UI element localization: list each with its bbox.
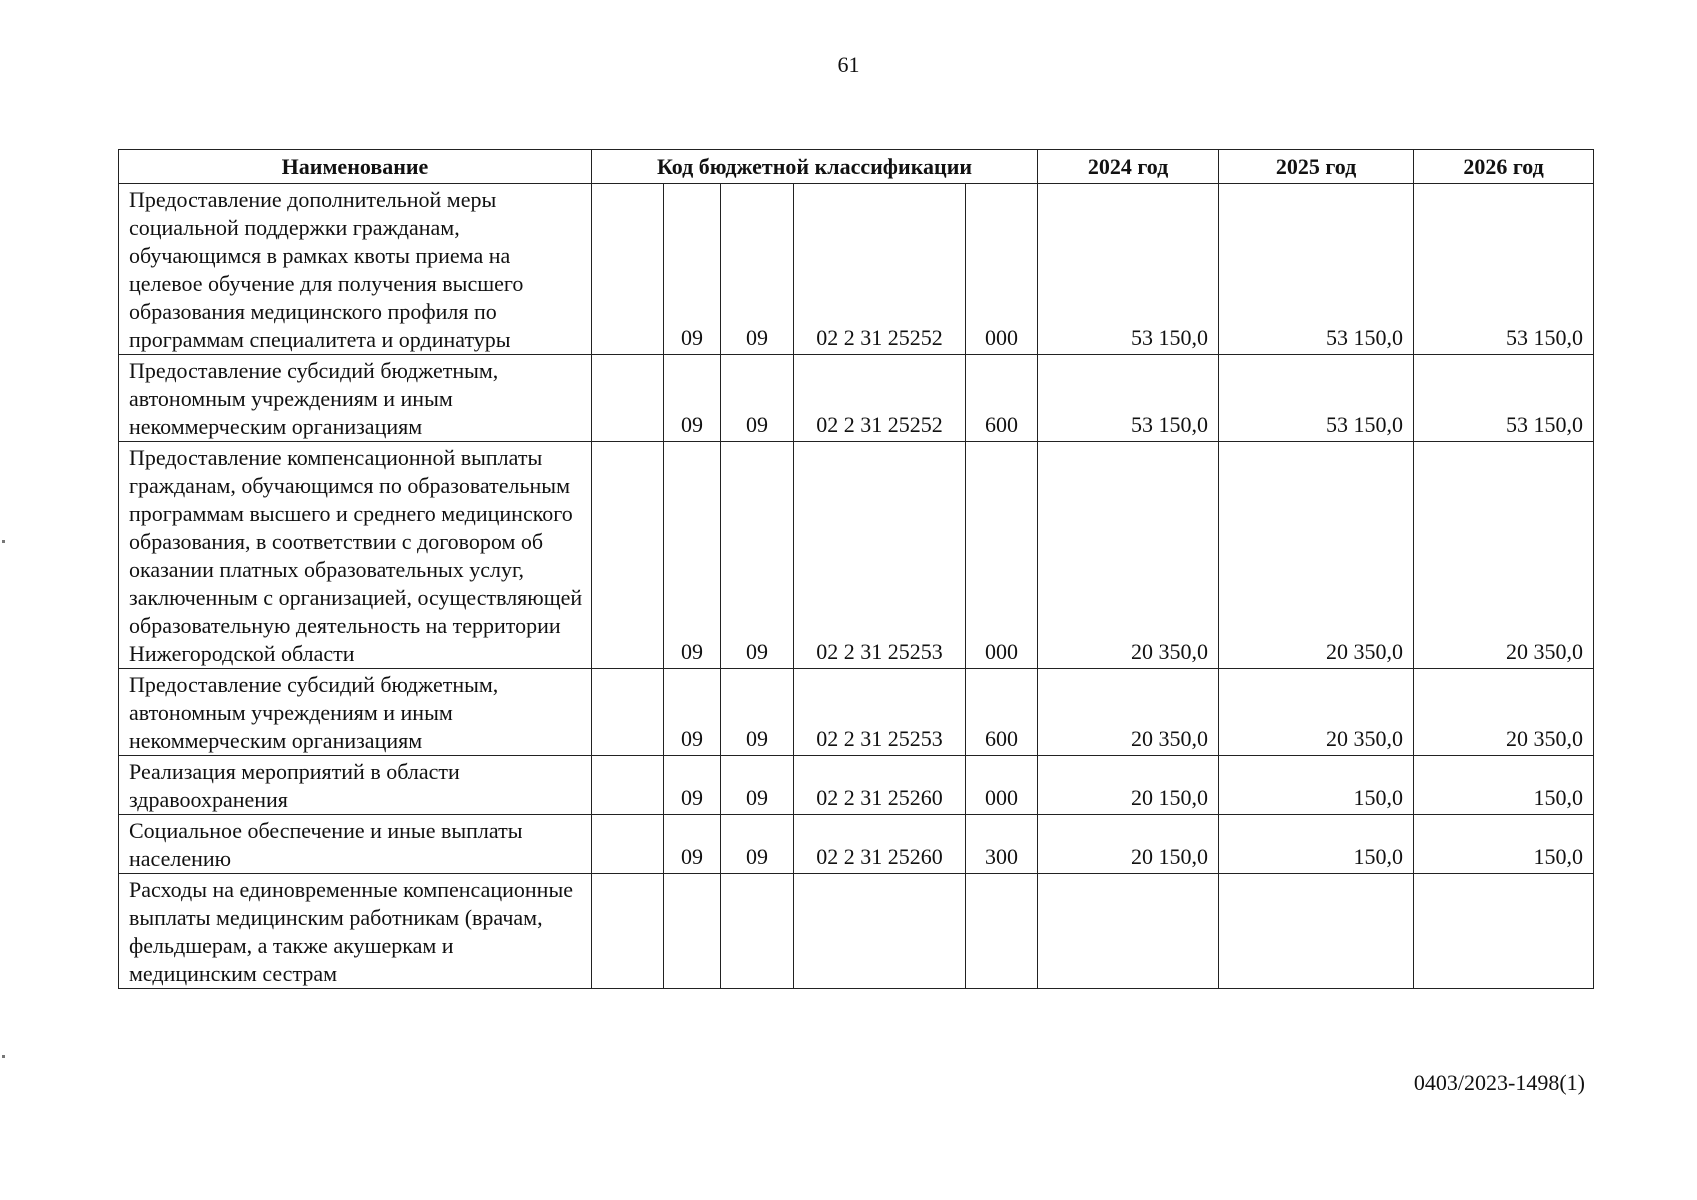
amount-2024: 20 150,0 [1038,815,1219,874]
amount-2024: 53 150,0 [1038,184,1219,355]
header-budget-code: Код бюджетной классификации [592,150,1038,184]
code-article: 02 2 31 25252 [794,184,966,355]
code-article: 02 2 31 25253 [794,669,966,756]
amount-2024 [1038,874,1219,989]
header-2024: 2024 год [1038,150,1219,184]
header-2025: 2025 год [1219,150,1414,184]
amount-2025: 53 150,0 [1219,355,1414,442]
amount-2024: 20 350,0 [1038,442,1219,669]
code-article: 02 2 31 25253 [794,442,966,669]
code-empty-cell [592,355,664,442]
budget-table [118,149,1594,989]
code-section: 09 [664,442,721,669]
amount-2026: 20 350,0 [1414,669,1594,756]
code-empty-cell [592,756,664,815]
amount-2025: 150,0 [1219,756,1414,815]
table-row [119,669,1594,756]
code-section: 09 [664,355,721,442]
amount-2026: 20 350,0 [1414,442,1594,669]
amount-2026: 53 150,0 [1414,184,1594,355]
amount-2026: 53 150,0 [1414,355,1594,442]
row-name: Предоставление субсидий бюджетным, автономным учреждениям и иным некоммерческим организациям [119,669,592,756]
code-section: 09 [664,756,721,815]
scan-artifact-dot [2,1055,5,1058]
row-name: Предоставление субсидий бюджетным, автономным учреждениям и иным некоммерческим организациям [119,355,592,442]
row-name: Расходы на единовременные компенсационные выплаты медицинским работникам (врачам, фельдшерам, а также акушеркам и медицинским сестрам [119,874,592,989]
table-row [119,355,1594,442]
code-article: 02 2 31 25260 [794,815,966,874]
code-expense-type [966,874,1038,989]
code-subsection: 09 [721,184,794,355]
code-subsection [721,874,794,989]
header-2026: 2026 год [1414,150,1594,184]
code-section: 09 [664,669,721,756]
row-name: Предоставление дополнительной меры социальной поддержки гражданам, обучающимся в рамках квоты приема на целевое обучение для получения высшего образования медицинского профиля по программам специалитета и ординатуры [119,184,592,355]
row-name: Предоставление компенсационной выплаты гражданам, обучающимся по образовательным программам высшего и среднего медицинского образования, в соответствии с договором об оказании платных образовательных услуг, заключенным с организацией, осуществляющей образовательную деятельность на территории Нижегородской области [119,442,592,669]
table-row [119,442,1594,669]
code-empty-cell [592,442,664,669]
code-expense-type: 000 [966,442,1038,669]
document-registration-code: 0403/2023-1498(1) [1413,1070,1585,1095]
code-subsection: 09 [721,669,794,756]
table-row [119,874,1594,989]
code-subsection: 09 [721,355,794,442]
code-subsection: 09 [721,442,794,669]
amount-2025: 150,0 [1219,815,1414,874]
table-row [119,184,1594,355]
code-empty-cell [592,815,664,874]
code-expense-type: 000 [966,756,1038,815]
code-subsection: 09 [721,815,794,874]
amount-2025: 20 350,0 [1219,669,1414,756]
code-expense-type: 300 [966,815,1038,874]
code-expense-type: 600 [966,669,1038,756]
amount-2026 [1414,874,1594,989]
table-row [119,815,1594,874]
row-name: Социальное обеспечение и иные выплаты населению [119,815,592,874]
code-section: 09 [664,184,721,355]
code-empty-cell [592,184,664,355]
amount-2026: 150,0 [1414,815,1594,874]
amount-2024: 20 350,0 [1038,669,1219,756]
code-expense-type: 000 [966,184,1038,355]
amount-2025: 53 150,0 [1219,184,1414,355]
table-row [119,756,1594,815]
code-empty-cell [592,874,664,989]
code-expense-type: 600 [966,355,1038,442]
amount-2024: 20 150,0 [1038,756,1219,815]
code-section: 09 [664,815,721,874]
code-empty-cell [592,669,664,756]
header-name: Наименование [119,150,592,184]
scan-artifact-dot [2,540,5,543]
code-article: 02 2 31 25252 [794,355,966,442]
amount-2025: 20 350,0 [1219,442,1414,669]
table-header-row [119,150,1594,184]
amount-2026: 150,0 [1414,756,1594,815]
amount-2025 [1219,874,1414,989]
code-section [664,874,721,989]
page-number: 61 [837,52,860,77]
code-article: 02 2 31 25260 [794,756,966,815]
code-article [794,874,966,989]
code-subsection: 09 [721,756,794,815]
amount-2024: 53 150,0 [1038,355,1219,442]
row-name: Реализация мероприятий в области здравоохранения [119,756,592,815]
